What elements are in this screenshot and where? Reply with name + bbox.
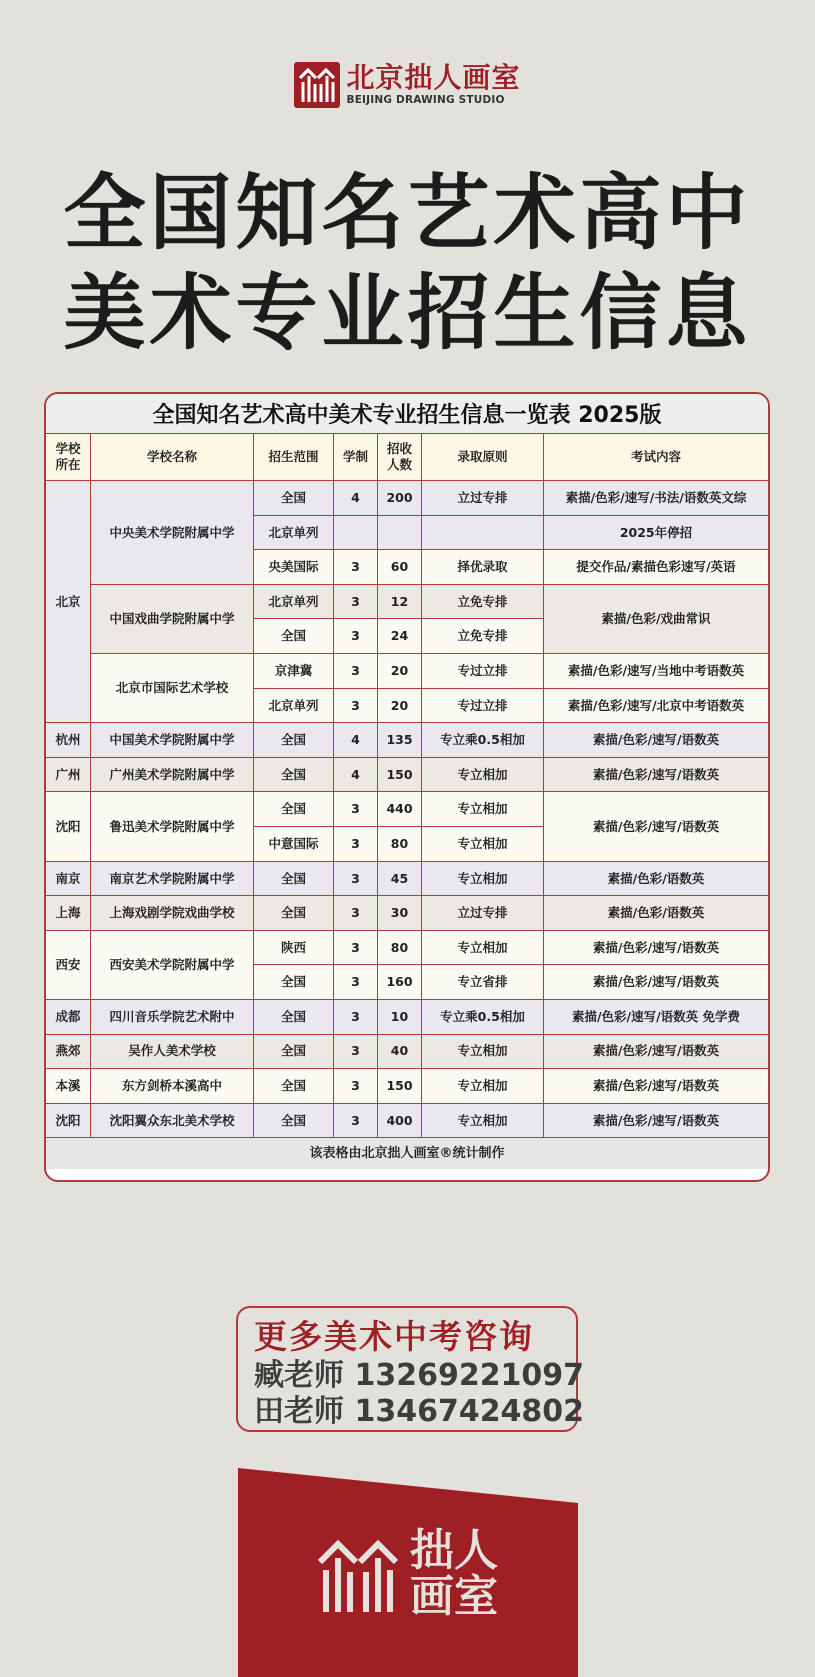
exam-cell: 素描/色彩/速写/北京中考语数英 [544, 689, 768, 724]
rule-cell: 专立省排 [422, 965, 544, 1000]
school-cell: 中国戏曲学院附属中学 [91, 585, 254, 654]
years-cell: 3 [334, 896, 378, 931]
exam-cell: 2025年停招 [544, 516, 768, 551]
table-footer: 该表格由北京拙人画室®统计制作 [46, 1138, 768, 1169]
exam-cell: 素描/色彩/速写/语数英 [544, 1035, 768, 1070]
scope-cell: 央美国际 [254, 550, 334, 585]
headline-line-2: 美术专业招生信息 [63, 265, 752, 361]
count-cell: 12 [378, 585, 422, 620]
years-cell: 3 [334, 1069, 378, 1104]
table-title: 全国知名艺术高中美术专业招生信息一览表 2025版 [46, 394, 768, 434]
years-cell: 3 [334, 1035, 378, 1070]
header-scope: 招生范围 [254, 434, 334, 481]
contact-phone-2[interactable]: 田老师 13467424802 [254, 1394, 585, 1429]
count-cell: 150 [378, 758, 422, 793]
rule-cell: 专立相加 [422, 827, 544, 862]
years-cell: 3 [334, 965, 378, 1000]
count-cell: 160 [378, 965, 422, 1000]
count-cell: 60 [378, 550, 422, 585]
years-cell: 3 [334, 792, 378, 827]
city-cell: 广州 [46, 758, 91, 793]
scope-cell: 北京单列 [254, 689, 334, 724]
count-cell: 20 [378, 654, 422, 689]
school-cell: 四川音乐学院艺术附中 [91, 1000, 254, 1035]
count-cell: 24 [378, 619, 422, 654]
rule-cell: 专立相加 [422, 758, 544, 793]
rule-cell: 专立相加 [422, 792, 544, 827]
rule-cell: 立过专排 [422, 896, 544, 931]
years-cell: 4 [334, 481, 378, 516]
scope-cell: 中意国际 [254, 827, 334, 862]
count-cell: 200 [378, 481, 422, 516]
bottom-banner [238, 1468, 578, 1677]
scope-cell: 全国 [254, 723, 334, 758]
banner-name-line-2: 画室 [410, 1571, 498, 1622]
years-cell: 3 [334, 619, 378, 654]
scope-cell: 全国 [254, 1035, 334, 1070]
headline-line-1: 全国知名艺术高中 [63, 165, 752, 261]
scope-cell: 全国 [254, 1104, 334, 1139]
scope-cell: 全国 [254, 792, 334, 827]
rule-cell: 专立乘0.5相加 [422, 1000, 544, 1035]
scope-cell: 京津冀 [254, 654, 334, 689]
exam-cell: 素描/色彩/速写/语数英 [544, 931, 768, 966]
school-cell: 西安美术学院附属中学 [91, 931, 254, 1000]
city-cell: 上海 [46, 896, 91, 931]
years-cell: 3 [334, 827, 378, 862]
years-cell [334, 516, 378, 551]
years-cell: 3 [334, 862, 378, 897]
years-cell: 3 [334, 585, 378, 620]
exam-cell: 素描/色彩/速写/语数英 [544, 1069, 768, 1104]
rule-cell [422, 516, 544, 551]
scope-cell: 全国 [254, 758, 334, 793]
city-cell: 北京 [46, 481, 91, 723]
count-cell: 20 [378, 689, 422, 724]
header-count: 招收 人数 [378, 434, 422, 481]
rule-cell: 专立相加 [422, 1104, 544, 1139]
rule-cell: 专过立排 [422, 689, 544, 724]
admissions-table [46, 434, 768, 1169]
years-cell: 4 [334, 723, 378, 758]
count-cell: 80 [378, 827, 422, 862]
header-exam: 考试内容 [544, 434, 768, 481]
exam-cell: 素描/色彩/速写/书法/语数英文综 [544, 481, 768, 516]
scope-cell: 全国 [254, 896, 334, 931]
rule-cell: 专立相加 [422, 862, 544, 897]
count-cell: 45 [378, 862, 422, 897]
exam-cell: 素描/色彩/速写/当地中考语数英 [544, 654, 768, 689]
header-city: 学校 所在 [46, 434, 91, 481]
city-cell: 本溪 [46, 1069, 91, 1104]
admissions-table-card [44, 392, 770, 1182]
scope-cell: 北京单列 [254, 585, 334, 620]
years-cell: 3 [334, 550, 378, 585]
exam-cell: 素描/色彩/速写/语数英 [544, 965, 768, 1000]
rule-cell: 专立乘0.5相加 [422, 723, 544, 758]
brand-name-en: BEIJING DRAWING STUDIO [346, 94, 505, 107]
years-cell: 4 [334, 758, 378, 793]
exam-cell: 素描/色彩/速写/语数英 免学费 [544, 1000, 768, 1035]
exam-cell: 提交作品/素描色彩速写/英语 [544, 550, 768, 585]
rule-cell: 专过立排 [422, 654, 544, 689]
scope-cell: 全国 [254, 965, 334, 1000]
city-cell: 南京 [46, 862, 91, 897]
rule-cell: 立过专排 [422, 481, 544, 516]
school-cell: 广州美术学院附属中学 [91, 758, 254, 793]
count-cell: 40 [378, 1035, 422, 1070]
count-cell: 135 [378, 723, 422, 758]
studio-logo-icon [316, 1532, 400, 1616]
contact-phone-1[interactable]: 臧老师 13269221097 [254, 1358, 585, 1393]
years-cell: 3 [334, 654, 378, 689]
scope-cell: 陕西 [254, 931, 334, 966]
years-cell: 3 [334, 1000, 378, 1035]
exam-cell: 素描/色彩/速写/语数英 [544, 723, 768, 758]
rule-cell: 专立相加 [422, 931, 544, 966]
rule-cell: 择优录取 [422, 550, 544, 585]
school-cell: 沈阳翼众东北美术学校 [91, 1104, 254, 1139]
header-school: 学校名称 [91, 434, 254, 481]
count-cell: 80 [378, 931, 422, 966]
count-cell: 400 [378, 1104, 422, 1139]
scope-cell: 全国 [254, 862, 334, 897]
rule-cell: 立免专排 [422, 585, 544, 620]
brand-name-cn: 北京拙人画室 [346, 61, 521, 95]
city-cell: 沈阳 [46, 792, 91, 861]
exam-cell: 素描/色彩/语数英 [544, 896, 768, 931]
rule-cell: 立免专排 [422, 619, 544, 654]
exam-cell: 素描/色彩/速写/语数英 [544, 792, 768, 861]
city-cell: 成都 [46, 1000, 91, 1035]
count-cell: 10 [378, 1000, 422, 1035]
studio-logo-icon [294, 62, 340, 108]
exam-cell: 素描/色彩/戏曲常识 [544, 585, 768, 654]
exam-cell: 素描/色彩/语数英 [544, 862, 768, 897]
scope-cell: 全国 [254, 481, 334, 516]
years-cell: 3 [334, 1104, 378, 1139]
school-cell: 鲁迅美术学院附属中学 [91, 792, 254, 861]
exam-cell: 素描/色彩/速写/语数英 [544, 758, 768, 793]
count-cell: 150 [378, 1069, 422, 1104]
scope-cell: 全国 [254, 1000, 334, 1035]
years-cell: 3 [334, 689, 378, 724]
scope-cell: 全国 [254, 619, 334, 654]
scope-cell: 北京单列 [254, 516, 334, 551]
school-cell: 中央美术学院附属中学 [91, 481, 254, 585]
banner-studio-name [410, 1525, 520, 1622]
count-cell: 30 [378, 896, 422, 931]
city-cell: 沈阳 [46, 1104, 91, 1139]
header-rule: 录取原则 [422, 434, 544, 481]
exam-cell: 素描/色彩/速写/语数英 [544, 1104, 768, 1139]
scope-cell: 全国 [254, 1069, 334, 1104]
school-cell: 中国美术学院附属中学 [91, 723, 254, 758]
city-cell: 杭州 [46, 723, 91, 758]
brand-logo [0, 62, 815, 108]
school-cell: 上海戏剧学院戏曲学校 [91, 896, 254, 931]
count-cell: 440 [378, 792, 422, 827]
school-cell: 东方剑桥本溪高中 [91, 1069, 254, 1104]
city-cell: 西安 [46, 931, 91, 1000]
header-years: 学制 [334, 434, 378, 481]
contact-title: 更多美术中考咨询 [254, 1317, 534, 1356]
rule-cell: 专立相加 [422, 1069, 544, 1104]
school-cell: 吴作人美术学校 [91, 1035, 254, 1070]
rule-cell: 专立相加 [422, 1035, 544, 1070]
city-cell: 燕郊 [46, 1035, 91, 1070]
school-cell: 北京市国际艺术学校 [91, 654, 254, 723]
count-cell [378, 516, 422, 551]
banner-name-line-1: 拙人 [410, 1525, 498, 1576]
school-cell: 南京艺术学院附属中学 [91, 862, 254, 897]
contact-box [236, 1306, 585, 1432]
years-cell: 3 [334, 931, 378, 966]
